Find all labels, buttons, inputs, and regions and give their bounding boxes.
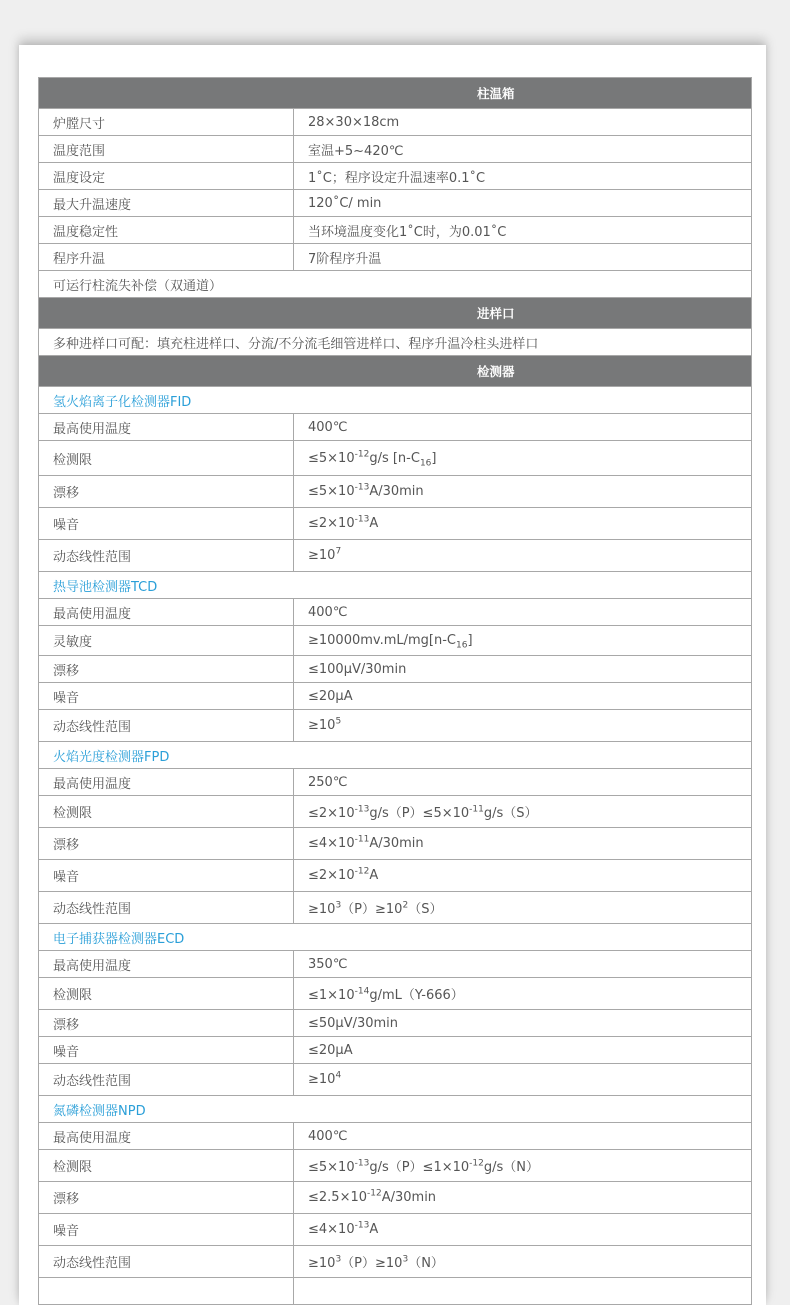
full-width-row (39, 271, 752, 298)
section-header (39, 298, 752, 329)
spec-label: 最高使用温度 (39, 1123, 294, 1150)
spec-value: 120˚C/ min (294, 190, 752, 217)
spec-value: $\ge 10^4$ (294, 1064, 752, 1096)
spec-row (39, 626, 752, 656)
spec-value: $\ge 10^3(P)\ge 10^3(N)$ (294, 1246, 752, 1278)
full-width-text: 多种进样口可配：填充柱进样口、分流/不分流毛细管进样口、程序升温冷柱头进样口 (39, 329, 752, 356)
spec-label: 灵敏度 (39, 626, 294, 656)
spec-label: 温度稳定性 (39, 217, 294, 244)
spec-label: 漂移 (39, 1182, 294, 1214)
spec-value: 350℃ (294, 951, 752, 978)
detector-title-row (39, 572, 752, 599)
full-width-text: 可运行柱流失补偿（双通道） (39, 271, 752, 298)
detector-title: 火焰光度检测器FPD (39, 742, 752, 769)
spec-value: $\ge 10000mv.mL/mg[n-C_{16}]$ (294, 626, 752, 656)
spec-label: 动态线性范围 (39, 1064, 294, 1096)
detector-title-row (39, 1096, 752, 1123)
spec-value: 400℃ (294, 1123, 752, 1150)
spec-value: 28×30×18cm (294, 109, 752, 136)
spec-value: $\le 5\times 10^{-12}g/s$ $[n-C_{16}]$ (294, 441, 752, 476)
spec-value: 1˚C；程序设定升温速率0.1˚C (294, 163, 752, 190)
section-header-label: 检测器 (39, 356, 752, 387)
spec-row (39, 1182, 752, 1214)
spec-label: 检测限 (39, 441, 294, 476)
spec-value: 400℃ (294, 599, 752, 626)
spec-value: $\le 5\times 10^{-13}g/s(P)\le 1\times 10^{-12}g/s(N)$ (294, 1150, 752, 1182)
detector-title: 氢火焰离子化检测器FID (39, 387, 752, 414)
spec-row (39, 1123, 752, 1150)
spec-value: $\le 4\times 10^{-13}A$ (294, 1214, 752, 1246)
spec-value: $\le 4\times 10^{-11}A/30\min$ (294, 828, 752, 860)
spec-label: 最大升温速度 (39, 190, 294, 217)
spec-row (39, 828, 752, 860)
spec-row (39, 796, 752, 828)
spec-row (39, 860, 752, 892)
spec-row (39, 441, 752, 476)
spec-label: 漂移 (39, 656, 294, 683)
spec-label: 动态线性范围 (39, 710, 294, 742)
spec-value: $\le 2\times 10^{-12}A$ (294, 860, 752, 892)
spec-label: 噪音 (39, 1214, 294, 1246)
spec-row (39, 190, 752, 217)
detector-title-row (39, 387, 752, 414)
spec-label: 检测限 (39, 796, 294, 828)
spec-row (39, 656, 752, 683)
spec-row (39, 508, 752, 540)
spec-value (294, 1278, 752, 1305)
spec-row (39, 1278, 752, 1305)
spec-row (39, 163, 752, 190)
section-header (39, 356, 752, 387)
spec-value: $\le 2.5\times 10^{-12}A/30\min$ (294, 1182, 752, 1214)
spec-value: 当环境温度变化1˚C时，为0.01˚C (294, 217, 752, 244)
spec-value: ≤50μV/30min (294, 1010, 752, 1037)
spec-row (39, 1064, 752, 1096)
spec-label: 检测限 (39, 978, 294, 1010)
spec-row (39, 710, 752, 742)
spec-value: 250℃ (294, 769, 752, 796)
spec-value: ≤20μA (294, 683, 752, 710)
spec-row (39, 244, 752, 271)
spec-value: $\le 2\times 10^{-13}A$ (294, 508, 752, 540)
spec-row (39, 414, 752, 441)
spec-row (39, 540, 752, 572)
spec-row (39, 599, 752, 626)
spec-row (39, 1150, 752, 1182)
section-header (39, 78, 752, 109)
spec-row (39, 978, 752, 1010)
spec-value: 400℃ (294, 414, 752, 441)
detector-title: 热导池检测器TCD (39, 572, 752, 599)
spec-value: $\ge 10^5$ (294, 710, 752, 742)
spec-value: $\le 2\times 10^{-13}g/s(P)\le 5\times 10^{-11}g/s(S)$ (294, 796, 752, 828)
spec-value: $\ge 10^3(P)\ge 10^2(S)$ (294, 892, 752, 924)
spec-label (39, 1278, 294, 1305)
spec-value: $\le 1\times 10^{-14}g/mL(Y-666)$ (294, 978, 752, 1010)
spec-label: 噪音 (39, 860, 294, 892)
spec-label: 漂移 (39, 476, 294, 508)
spec-label: 检测限 (39, 1150, 294, 1182)
spec-label: 最高使用温度 (39, 599, 294, 626)
spec-row (39, 1214, 752, 1246)
spec-row (39, 217, 752, 244)
detector-title-row (39, 742, 752, 769)
spec-label: 动态线性范围 (39, 892, 294, 924)
spec-label: 动态线性范围 (39, 1246, 294, 1278)
spec-label: 最高使用温度 (39, 951, 294, 978)
section-header-label: 柱温箱 (39, 78, 752, 109)
spec-label: 最高使用温度 (39, 769, 294, 796)
spec-row (39, 1010, 752, 1037)
spec-value: 7阶程序升温 (294, 244, 752, 271)
spec-row (39, 109, 752, 136)
spec-row (39, 136, 752, 163)
spec-label: 噪音 (39, 508, 294, 540)
spec-row (39, 892, 752, 924)
spec-label: 漂移 (39, 828, 294, 860)
spec-row (39, 951, 752, 978)
spec-value: $\le 5\times 10^{-13}A/30\min$ (294, 476, 752, 508)
spec-label: 动态线性范围 (39, 540, 294, 572)
spec-label: 程序升温 (39, 244, 294, 271)
spec-row (39, 1246, 752, 1278)
section-header-label: 进样口 (39, 298, 752, 329)
detector-title: 氮磷检测器NPD (39, 1096, 752, 1123)
spec-value: 室温+5~420℃ (294, 136, 752, 163)
spec-value: $\ge 10^7$ (294, 540, 752, 572)
spec-row (39, 769, 752, 796)
detector-title: 电子捕获器检测器ECD (39, 924, 752, 951)
spec-label: 炉膛尺寸 (39, 109, 294, 136)
spec-row (39, 683, 752, 710)
full-width-row (39, 329, 752, 356)
spec-label: 噪音 (39, 683, 294, 710)
detector-title-row (39, 924, 752, 951)
spec-row (39, 476, 752, 508)
spec-label: 噪音 (39, 1037, 294, 1064)
spec-label: 漂移 (39, 1010, 294, 1037)
spec-value: ≤100μV/30min (294, 656, 752, 683)
spec-label: 温度设定 (39, 163, 294, 190)
spec-label: 最高使用温度 (39, 414, 294, 441)
spec-value: ≤20μA (294, 1037, 752, 1064)
spec-row (39, 1037, 752, 1064)
spec-table (38, 77, 752, 1305)
spec-label: 温度范围 (39, 136, 294, 163)
